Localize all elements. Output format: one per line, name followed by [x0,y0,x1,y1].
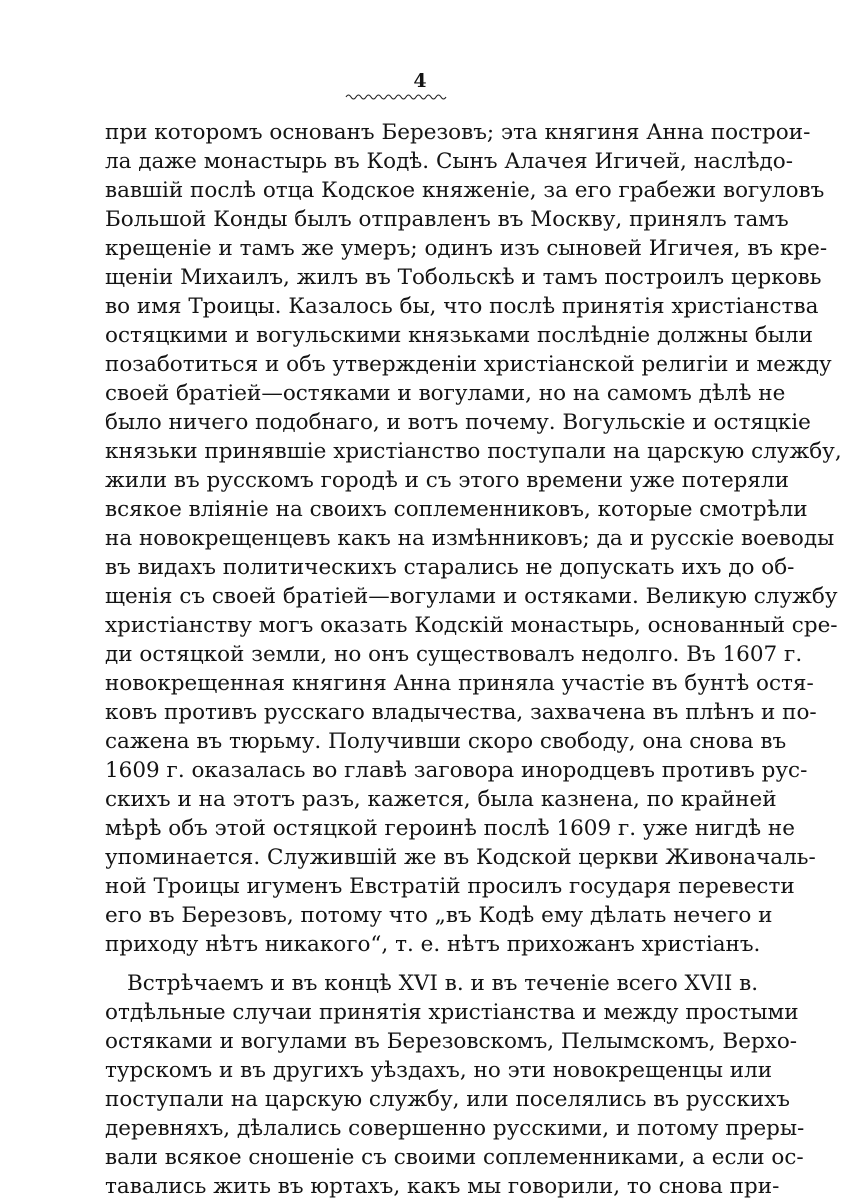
text-line: тавались жить въ юртахъ, какъ мы говорили, то снова при- [105,1174,780,1199]
text-line: Большой Конды былъ отправленъ въ Москву, принялъ тамъ [105,207,789,232]
text-line: ла даже монастырь въ Кодѣ. Сынъ Алачея Игичей, наслѣдо- [105,149,793,174]
text-line: вавшій послѣ отца Кодское княженіе, за его грабежи вогуловъ [105,178,825,203]
text-line: крещеніе и тамъ же умеръ; одинъ изъ сыновей Игичея, въ кре- [105,236,828,261]
text-line: 1609 г. оказалась во главѣ заговора инородцевъ противъ рус- [105,758,808,783]
text-line: жили въ русскомъ городѣ и съ этого времени уже потеряли [105,468,789,493]
body-text [105,118,842,1201]
text-line: деревняхъ, дѣлались совершенно русскими, и потому преры- [105,1116,805,1141]
text-line: щеніи Михаилъ, жилъ въ Тобольскѣ и тамъ построилъ церковь [105,265,822,290]
text-line: христіанству могъ оказать Кодскій монастырь, основанный сре- [105,613,838,638]
text-line: поступали на царскую службу, или поселялись въ русскихъ [105,1087,790,1112]
text-line: Встрѣчаемъ и въ концѣ XVI в. и въ теченіе всего XVII в. [127,971,759,996]
text-line: скихъ и на этотъ разъ, кажется, была казнена, по крайней [105,787,777,812]
text-line: остяками и вогулами въ Березовскомъ, Пелымскомъ, Верхо- [105,1029,798,1054]
wavy-ornament-rule [346,92,446,102]
text-line: сажена въ тюрьму. Получивши скоро свободу, она снова въ [105,729,787,754]
text-line: мѣрѣ объ этой остяцкой героинѣ послѣ 1609 г. уже нигдѣ не [105,816,795,841]
text-line: ной Троицы игуменъ Евстратій просилъ государя перевести [105,874,795,899]
text-line: всякое вліяніе на своихъ соплеменниковъ, которые смотрѣли [105,497,808,522]
text-line: его въ Березовъ, потому что „въ Кодѣ ему дѣлать нечего и [105,903,773,928]
page-number: 4 [413,70,427,92]
paragraph-2 [105,969,805,1201]
text-line: во имя Троицы. Казалось бы, что послѣ принятія христіанства [105,294,819,319]
text-line: остяцкими и вогульскими князьками послѣдніе должны были [105,323,813,348]
text-line: приходу нѣтъ никакого“, т. е. нѣтъ прихожанъ христіанъ. [105,932,761,957]
text-line: въ видахъ политическихъ старались не допускать ихъ до об- [105,555,795,580]
text-line: новокрещенная княгиня Анна приняла участіе въ бунтѣ остя- [105,671,814,696]
text-line: при которомъ основанъ Березовъ; эта княгиня Анна построи- [105,120,811,145]
text-line: князьки принявшіе христіанство поступали на царскую службу, [105,439,842,464]
text-line: турскомъ и въ другихъ уѣздахъ, но эти новокрещенцы или [105,1058,773,1083]
text-line: было ничего подобнаго, и вотъ почему. Вогульскіе и остяцкіе [105,410,811,435]
text-line: упоминается. Служившій же въ Кодской церкви Живоначаль- [105,845,816,870]
text-line: своей братіей—остяками и вогулами, но на самомъ дѣлѣ не [105,381,786,406]
text-line: ковъ противъ русскаго владычества, захвачена въ плѣнъ и по- [105,700,817,725]
paragraph-1 [105,118,842,959]
text-line: щенія съ своей братіей—вогулами и остяками. Великую службу [105,584,838,609]
text-line: вали всякое сношеніе съ своими соплеменниками, а если ос- [105,1145,804,1170]
text-line: позаботиться и объ утвержденіи христіанской религіи и между [105,352,832,377]
text-line: на новокрещенцевъ какъ на измѣнниковъ; да и русскіе воеводы [105,526,835,551]
text-line: ди остяцкой земли, но онъ существовалъ недолго. Въ 1607 г. [105,642,803,667]
text-line: отдѣльные случаи принятія христіанства и между простыми [105,1000,799,1025]
